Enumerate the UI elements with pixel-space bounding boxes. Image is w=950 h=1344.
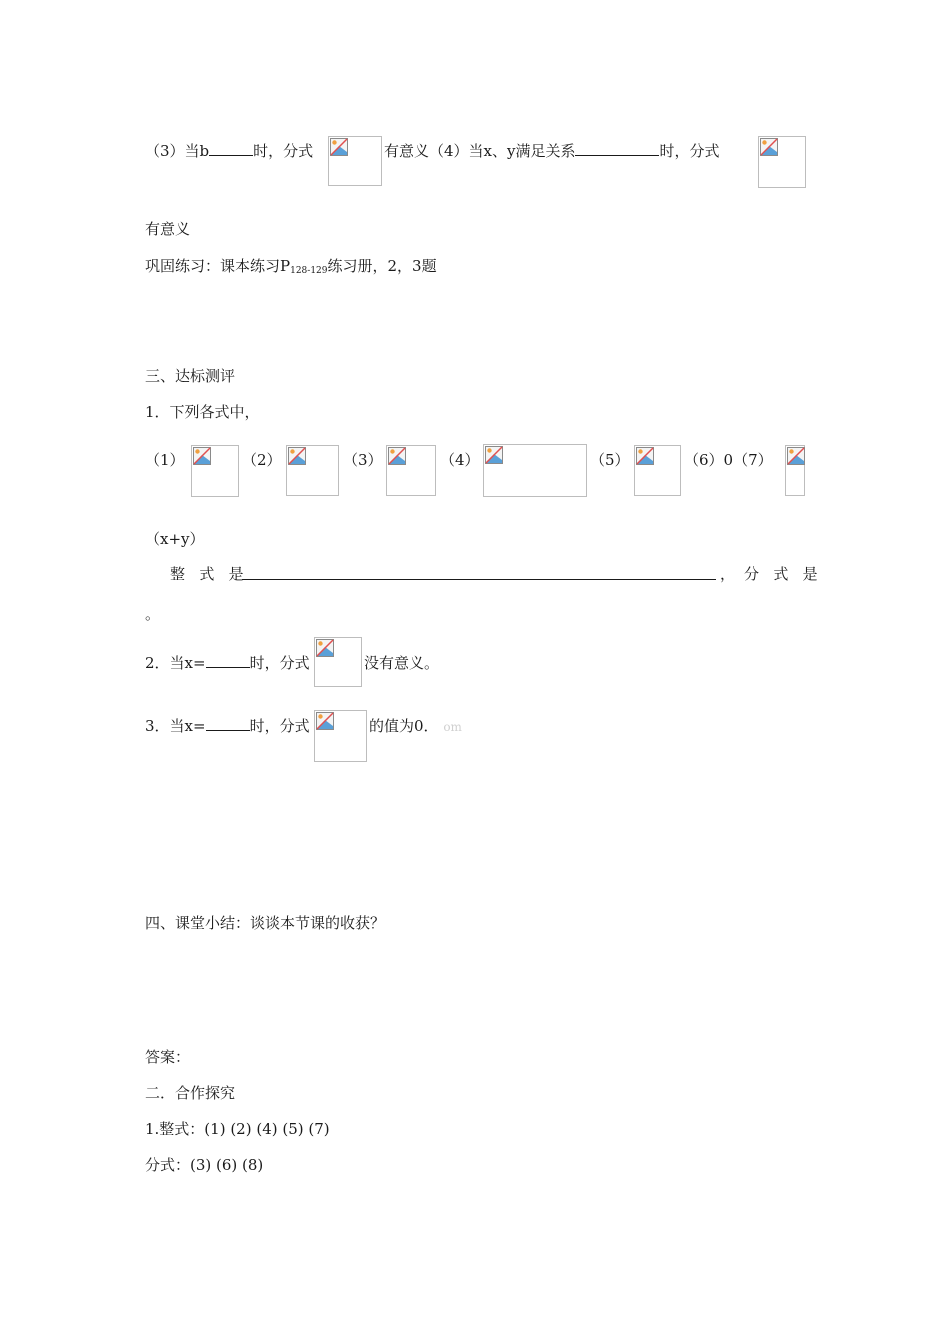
broken-image-icon xyxy=(386,445,436,496)
answer-2: 分式：(3) (6) (8) xyxy=(145,1156,264,1174)
answer-blank xyxy=(206,716,250,731)
question-1: 1．下列各式中， xyxy=(145,403,260,421)
item-label: （1） xyxy=(145,451,185,469)
answer-blank xyxy=(242,579,716,580)
broken-image-icon xyxy=(483,444,587,497)
question-2: 2．当x= 时，分式 xyxy=(145,654,310,672)
zhengshi-label: 整 式 是 xyxy=(170,565,244,583)
practice-line: 巩固练习：课本练习$P_{128-129}$练习册，2，3题 xyxy=(145,257,437,276)
item-label: （5） xyxy=(590,451,630,469)
broken-image-icon xyxy=(758,136,806,188)
item-7-tail: （x+y） xyxy=(145,530,205,548)
question-3-4-line: （3）当b 时，分式 xyxy=(145,142,314,160)
meaningful-text: 有意义 xyxy=(145,220,191,238)
item-label: （2） xyxy=(242,451,282,469)
item-label: （4） xyxy=(440,451,480,469)
watermark-text: om xyxy=(443,720,462,734)
fenshi-label: 分 式 是 xyxy=(744,565,818,583)
broken-image-icon xyxy=(785,445,805,496)
broken-image-icon xyxy=(191,445,239,497)
item-label: （3） xyxy=(343,451,383,469)
item-label: （6）0（7） xyxy=(684,451,773,469)
question-3: 3．当x= 时，分式 xyxy=(145,717,310,735)
broken-image-icon xyxy=(286,445,339,496)
answer-blank xyxy=(575,141,659,156)
section-4-title: 四、课堂小结：谈谈本节课的收获？ xyxy=(145,914,386,932)
broken-image-icon xyxy=(634,445,681,496)
broken-image-icon xyxy=(314,710,367,762)
answer-blank xyxy=(206,653,250,668)
answer-1: 1.整式：(1) (2) (4) (5) (7) xyxy=(145,1120,330,1138)
answer-blank xyxy=(209,141,253,156)
broken-image-icon xyxy=(314,637,362,687)
section-3-title: 三、达标测评 xyxy=(145,367,236,385)
broken-image-icon xyxy=(328,136,382,186)
answers-title: 答案： xyxy=(145,1048,191,1066)
answers-subtitle: 二．合作探究 xyxy=(145,1084,236,1102)
